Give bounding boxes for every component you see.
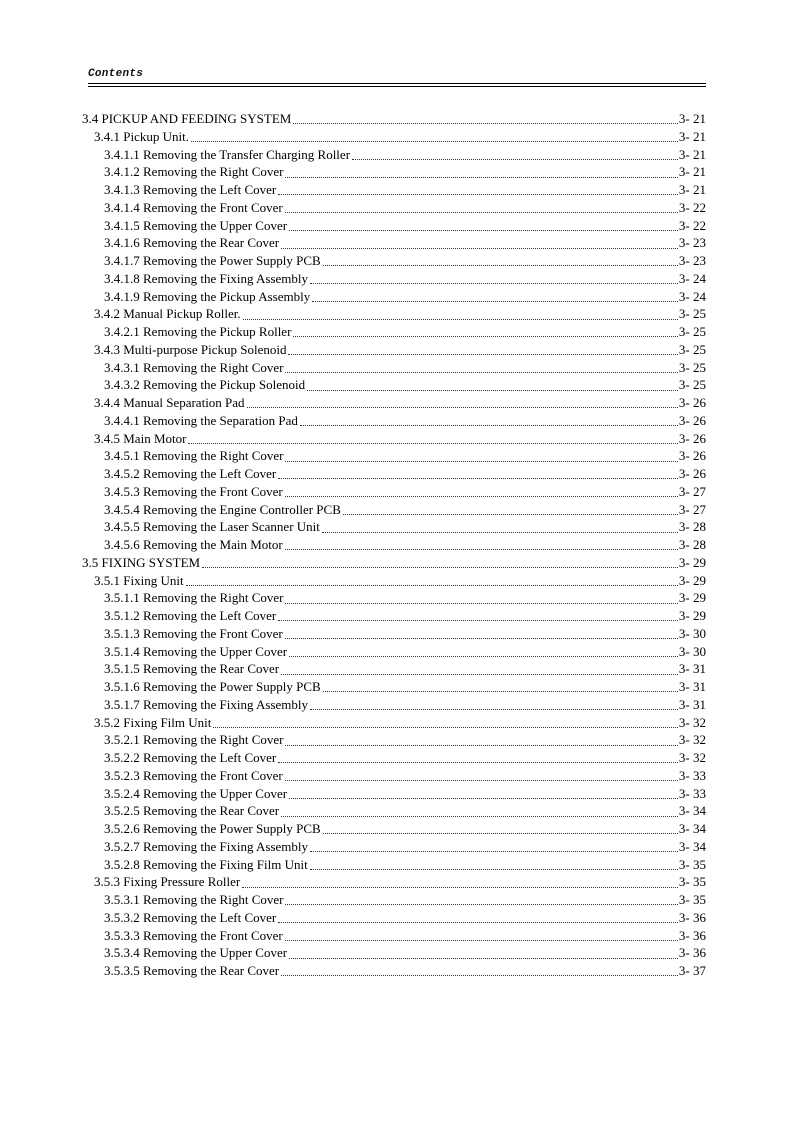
toc-entry-page: 3- 21 [678, 111, 706, 126]
dot-leader [285, 927, 678, 941]
dot-leader [247, 394, 678, 408]
toc-entry [82, 447, 706, 465]
dot-leader [289, 785, 678, 799]
toc-list [82, 110, 706, 980]
dot-leader [312, 288, 678, 302]
toc-entry-label: 3.4.3.1 Removing the Right Cover [104, 359, 284, 375]
toc-entry-page: 3- 36 [678, 927, 706, 943]
toc-entry-page: 3- 21 [678, 146, 706, 162]
toc-entry-label: 3.4.5.1 Removing the Right Cover [104, 448, 284, 464]
toc-entry-label: 3.5.2.5 Removing the Rear Cover [104, 803, 280, 819]
toc-entry [82, 217, 706, 235]
dot-leader [310, 838, 678, 852]
toc-entry [82, 501, 706, 519]
toc-entry-label: 3.5.3 Fixing Pressure Roller [94, 874, 241, 890]
toc-entry-label: 3.5.1.1 Removing the Right Cover [104, 590, 284, 606]
toc-entry-label: 3.5.2 Fixing Film Unit [94, 714, 212, 730]
dot-leader [289, 217, 678, 231]
toc-entry-page: 3- 21 [678, 164, 706, 180]
dot-leader [186, 572, 678, 586]
toc-entry-label: 3.4 PICKUP AND FEEDING SYSTEM [82, 111, 292, 126]
dot-leader [243, 305, 678, 319]
toc-entry-page: 3- 27 [678, 483, 706, 499]
toc-entry-page: 3- 29 [678, 554, 706, 570]
toc-entry-label: 3.5.3.2 Removing the Left Cover [104, 909, 277, 925]
toc-entry-page: 3- 30 [678, 625, 706, 641]
dot-leader [278, 181, 678, 195]
toc-entry [82, 323, 706, 341]
dot-leader [278, 909, 678, 923]
toc-entry-page: 3- 30 [678, 643, 706, 659]
toc-entry-page: 3- 32 [678, 732, 706, 748]
toc-entry-label: 3.4.3 Multi-purpose Pickup Solenoid [94, 341, 287, 357]
toc-entry-label: 3.5.2.6 Removing the Power Supply PCB [104, 821, 321, 836]
toc-entry [82, 234, 706, 252]
toc-entry-label: 3.5.1.7 Removing the Fixing Assembly [104, 696, 309, 712]
toc-entry-page: 3- 34 [678, 803, 706, 819]
toc-entry [82, 483, 706, 501]
dot-leader [285, 589, 677, 603]
toc-entry-page: 3- 28 [678, 537, 706, 552]
toc-entry [82, 288, 706, 306]
toc-entry-label: 3.5.1.4 Removing the Upper Cover [104, 643, 288, 659]
dot-leader [289, 944, 678, 958]
toc-entry-label: 3.4.1.2 Removing the Right Cover [104, 164, 284, 180]
toc-entry-label: 3.5.3.3 Removing the Front Cover [104, 927, 283, 943]
toc-entry-page: 3- 24 [678, 270, 706, 286]
toc-entry [82, 199, 706, 217]
dot-leader [188, 430, 677, 444]
dot-leader [242, 873, 678, 887]
toc-entry [82, 376, 706, 394]
toc-entry [82, 856, 706, 874]
dot-leader [281, 660, 678, 674]
dot-leader [213, 714, 678, 728]
dot-leader [191, 128, 678, 142]
dot-leader [285, 536, 678, 550]
dot-leader [293, 110, 678, 124]
dot-leader [278, 465, 678, 479]
toc-entry [82, 678, 706, 696]
dot-leader [343, 501, 678, 515]
toc-entry-label: 3.4.4.1 Removing the Separation Pad [104, 412, 298, 428]
toc-entry [82, 465, 706, 483]
toc-entry-label: 3.4.5.4 Removing the Engine Controller PCB [104, 501, 341, 517]
dot-leader [310, 856, 678, 870]
toc-entry-label: 3.4.4 Manual Separation Pad [94, 395, 245, 410]
dot-leader [285, 891, 677, 905]
toc-entry-page: 3- 35 [678, 892, 706, 907]
dot-leader [285, 199, 678, 213]
dot-leader [285, 625, 678, 639]
toc-entry-page: 3- 34 [678, 838, 706, 854]
toc-entry-label: 3.5.1.6 Removing the Power Supply PCB [104, 679, 321, 694]
toc-entry-page: 3- 26 [678, 430, 706, 446]
toc-entry-label: 3.5.3.1 Removing the Right Cover [104, 892, 284, 907]
toc-entry-page: 3- 21 [678, 128, 706, 144]
toc-entry-label: 3.4.5.2 Removing the Left Cover [104, 466, 277, 481]
toc-entry-label: 3.4.1 Pickup Unit. [94, 128, 189, 144]
dot-leader [285, 447, 677, 461]
toc-entry [82, 909, 706, 927]
toc-entry-page: 3- 36 [678, 909, 706, 925]
toc-entry-page: 3- 25 [678, 324, 706, 339]
dot-leader [310, 696, 678, 710]
header-double-rule [88, 83, 706, 87]
toc-entry-label: 3.4.2 Manual Pickup Roller. [94, 306, 241, 322]
toc-entry-page: 3- 29 [678, 608, 706, 623]
header-title: Contents [88, 68, 144, 80]
toc-entry-page: 3- 31 [678, 696, 706, 712]
toc-entry [82, 359, 706, 377]
dot-leader [278, 749, 678, 763]
toc-entry [82, 128, 706, 146]
toc-entry-label: 3.4.5.3 Removing the Front Cover [104, 483, 283, 499]
toc-entry [82, 696, 706, 714]
toc-entry [82, 643, 706, 661]
toc-entry [82, 944, 706, 962]
toc-entry-page: 3- 37 [678, 963, 706, 978]
toc-entry-label: 3.5.1.2 Removing the Left Cover [104, 608, 277, 623]
toc-entry-label: 3.4.5 Main Motor [94, 430, 187, 446]
toc-entry-page: 3- 29 [678, 572, 706, 588]
toc-entry-label: 3.5.2.2 Removing the Left Cover [104, 750, 277, 765]
dot-leader [323, 678, 678, 692]
dot-leader [285, 767, 678, 781]
toc-entry-page: 3- 26 [678, 412, 706, 428]
toc-entry-label: 3.4.3.2 Removing the Pickup Solenoid [104, 377, 306, 393]
toc-entry [82, 305, 706, 323]
dot-leader [323, 820, 678, 834]
toc-entry [82, 589, 706, 607]
toc-entry-page: 3- 34 [678, 821, 706, 836]
toc-entry [82, 554, 706, 572]
toc-entry-label: 3.5.2.7 Removing the Fixing Assembly [104, 838, 309, 854]
toc-entry-page: 3- 22 [678, 199, 706, 215]
toc-entry-page: 3- 35 [678, 856, 706, 872]
toc-entry-label: 3.5.2.1 Removing the Right Cover [104, 732, 284, 748]
toc-entry-label: 3.5.3.4 Removing the Upper Cover [104, 945, 288, 961]
toc-entry-label: 3.4.2.1 Removing the Pickup Roller [104, 324, 292, 339]
toc-entry-page: 3- 32 [678, 714, 706, 730]
toc-entry-page: 3- 32 [678, 750, 706, 765]
toc-entry [82, 962, 706, 980]
dot-leader [322, 518, 678, 532]
toc-entry [82, 110, 706, 128]
dot-leader [281, 802, 678, 816]
toc-entry-page: 3- 24 [678, 288, 706, 304]
toc-entry-page: 3- 28 [678, 519, 706, 535]
toc-entry-page: 3- 22 [678, 217, 706, 233]
toc-entry-page: 3- 27 [678, 501, 706, 517]
toc-entry-label: 3.5.1 Fixing Unit [94, 572, 184, 588]
toc-entry [82, 607, 706, 625]
toc-entry-page: 3- 26 [678, 395, 706, 410]
toc-entry-page: 3- 26 [678, 448, 706, 464]
toc-entry [82, 394, 706, 412]
toc-entry-label: 3.4.5.6 Removing the Main Motor [104, 537, 283, 552]
toc-entry-page: 3- 36 [678, 945, 706, 961]
toc-entry [82, 660, 706, 678]
toc-entry [82, 873, 706, 891]
toc-entry-page: 3- 23 [678, 235, 706, 251]
toc-entry [82, 341, 706, 359]
dot-leader [307, 376, 678, 390]
toc-entry-label: 3.4.1.3 Removing the Left Cover [104, 182, 277, 197]
toc-entry [82, 270, 706, 288]
toc-entry-page: 3- 25 [678, 359, 706, 375]
toc-entry [82, 181, 706, 199]
toc-entry-page: 3- 33 [678, 785, 706, 801]
toc-entry-page: 3- 31 [678, 661, 706, 677]
dot-leader [278, 607, 678, 621]
toc-entry [82, 252, 706, 270]
toc-entry-label: 3.4.5.5 Removing the Laser Scanner Unit [104, 519, 320, 535]
toc-entry-page: 3- 33 [678, 767, 706, 783]
dot-leader [289, 643, 678, 657]
toc-entry [82, 430, 706, 448]
toc-entry [82, 838, 706, 856]
toc-entry-label: 3.5.1.5 Removing the Rear Cover [104, 661, 280, 677]
toc-entry-label: 3.5.2.3 Removing the Front Cover [104, 767, 283, 783]
toc-entry-label: 3.4.1.6 Removing the Rear Cover [104, 235, 280, 251]
toc-entry [82, 572, 706, 590]
toc-entry-page: 3- 21 [678, 182, 706, 197]
toc-entry [82, 518, 706, 536]
dot-leader [300, 412, 678, 426]
toc-entry-page: 3- 26 [678, 466, 706, 481]
toc-entry [82, 802, 706, 820]
toc-entry-page: 3- 25 [678, 306, 706, 322]
dot-leader [202, 554, 678, 568]
dot-leader [288, 341, 677, 355]
toc-entry [82, 625, 706, 643]
toc-entry-page: 3- 25 [678, 341, 706, 357]
dot-leader [293, 323, 678, 337]
toc-entry-label: 3.5.2.4 Removing the Upper Cover [104, 785, 288, 801]
toc-entry [82, 412, 706, 430]
toc-entry-label: 3.4.1.4 Removing the Front Cover [104, 199, 283, 215]
toc-entry-page: 3- 31 [678, 679, 706, 694]
toc-entry [82, 731, 706, 749]
toc-entry [82, 891, 706, 909]
toc-entry-page: 3- 35 [678, 874, 706, 890]
dot-leader [323, 252, 678, 266]
toc-entry [82, 785, 706, 803]
dot-leader [281, 234, 678, 248]
dot-leader [352, 146, 678, 160]
toc-entry-page: 3- 25 [678, 377, 706, 393]
dot-leader [285, 163, 677, 177]
toc-entry-page: 3- 29 [678, 590, 706, 606]
dot-leader [285, 359, 677, 373]
toc-entry-label: 3.4.1.7 Removing the Power Supply PCB [104, 253, 321, 268]
toc-entry-label: 3.4.1.9 Removing the Pickup Assembly [104, 288, 311, 304]
toc-entry [82, 749, 706, 767]
toc-entry [82, 820, 706, 838]
toc-entry [82, 714, 706, 732]
toc-entry-label: 3.5.1.3 Removing the Front Cover [104, 625, 283, 641]
dot-leader [310, 270, 678, 284]
toc-entry [82, 767, 706, 785]
dot-leader [281, 962, 678, 976]
page-header [88, 68, 706, 87]
toc-entry [82, 536, 706, 554]
toc-entry [82, 146, 706, 164]
dot-leader [285, 483, 678, 497]
toc-entry-label: 3.4.1.1 Removing the Transfer Charging Roller [104, 146, 351, 162]
toc-entry [82, 163, 706, 181]
toc-entry-label: 3.4.1.8 Removing the Fixing Assembly [104, 270, 309, 286]
toc-entry-label: 3.5.2.8 Removing the Fixing Film Unit [104, 856, 308, 872]
dot-leader [285, 731, 677, 745]
toc-entry-label: 3.4.1.5 Removing the Upper Cover [104, 217, 288, 233]
toc-entry [82, 927, 706, 945]
toc-entry-label: 3.5.3.5 Removing the Rear Cover [104, 963, 280, 978]
toc-entry-page: 3- 23 [678, 253, 706, 268]
toc-entry-label: 3.5 FIXING SYSTEM [82, 554, 201, 570]
